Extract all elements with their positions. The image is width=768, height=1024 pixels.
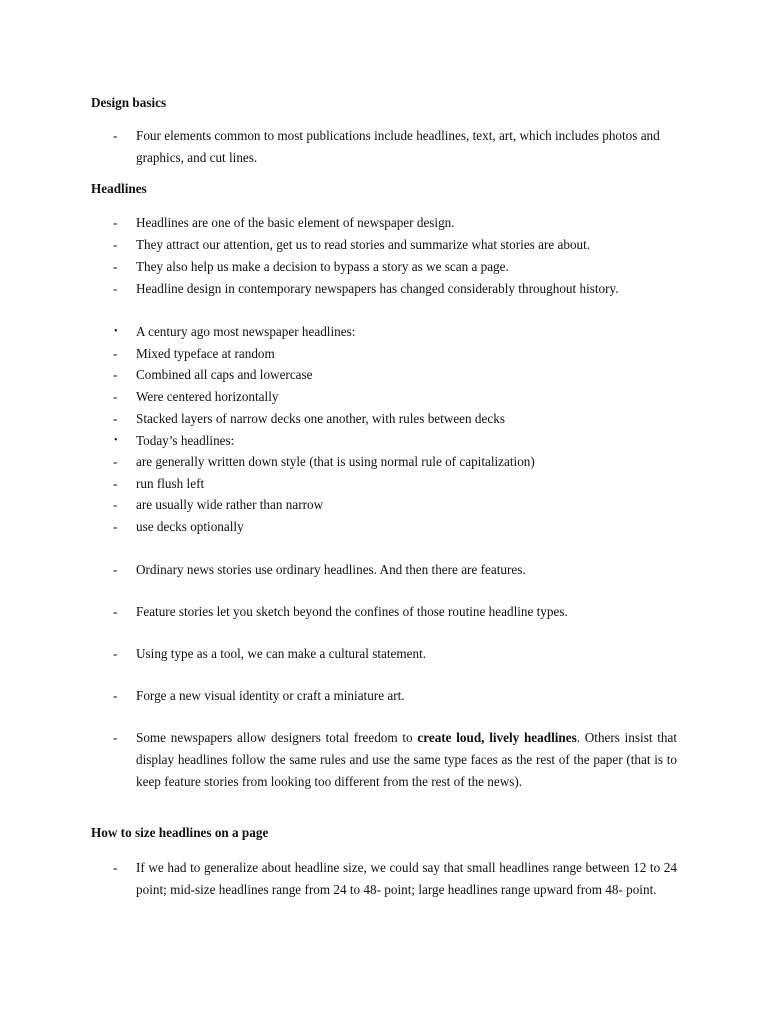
list-item-text: Using type as a tool, we can make a cultural statement. <box>136 646 427 661</box>
dash-marker: - <box>113 688 118 703</box>
list-item-text: Stacked layers of narrow decks one another, with rules between decks <box>136 411 505 426</box>
dash-marker: - <box>113 562 118 577</box>
dash-marker: - <box>113 389 118 404</box>
dash-marker: - <box>113 454 118 469</box>
section-heading-headlines: Headlines <box>91 181 147 196</box>
dash-marker: - <box>113 259 118 274</box>
list-item-text: Ordinary news stories use ordinary headlines. And then there are features. <box>136 562 526 577</box>
text-run: Some newspapers allow designers total freedom to <box>136 730 418 745</box>
dash-marker: - <box>113 128 118 143</box>
list-item-text: Headlines are one of the basic element of newspaper design. <box>136 215 455 230</box>
dash-marker: - <box>113 281 118 296</box>
bullet-marker: • <box>114 326 118 337</box>
list-item-text: If we had to generalize about headline size, we could say that small headlines range between 12 to 24 point; mid-size headlines range from 24 to 48- point; large headlines range upward from 48- point. <box>136 860 677 897</box>
list-item-text: run flush left <box>136 476 205 491</box>
dash-marker: - <box>113 604 118 619</box>
list-item-text: are usually wide rather than narrow <box>136 497 324 512</box>
text-run: . Others insist that display headlines follow the same rules and use the same type faces as the rest of the paper (that is to keep feature stories from looking too different from the rest of the news). <box>136 730 677 789</box>
list-item-text <box>136 727 677 792</box>
list-item-text: A century ago most newspaper headlines: <box>136 324 356 339</box>
dash-marker: - <box>113 411 118 426</box>
list-item-text: Feature stories let you sketch beyond the confines of those routine headline types. <box>136 604 568 619</box>
dash-marker: - <box>113 497 118 512</box>
dash-marker: - <box>113 367 118 382</box>
list-item-text: Headline design in contemporary newspapers has changed considerably throughout history. <box>136 281 619 296</box>
list-item-text: are generally written down style (that is using normal rule of capitalization) <box>136 454 535 469</box>
bold-phrase: create loud, lively headlines <box>417 730 577 745</box>
section-heading-design-basics: Design basics <box>91 95 167 110</box>
dash-marker: - <box>113 730 118 745</box>
list-item-text: Today’s headlines: <box>136 433 235 448</box>
dash-marker: - <box>113 346 118 361</box>
list-item-text: Four elements common to most publications include headlines, text, art, which includes photos and graphics, and cut lines. <box>136 128 660 165</box>
list-item-text: Forge a new visual identity or craft a miniature art. <box>136 688 405 703</box>
list-item-text: Combined all caps and lowercase <box>136 367 313 382</box>
dash-marker: - <box>113 237 118 252</box>
bullet-marker: • <box>114 435 118 446</box>
list-item-text: They also help us make a decision to bypass a story as we scan a page. <box>136 259 509 274</box>
dash-marker: - <box>113 646 118 661</box>
dash-marker: - <box>113 215 118 230</box>
section-heading-sizing: How to size headlines on a page <box>91 825 269 840</box>
dash-marker: - <box>113 860 118 875</box>
dash-marker: - <box>113 476 118 491</box>
dash-marker: - <box>113 519 118 534</box>
list-item-text: They attract our attention, get us to read stories and summarize what stories are about. <box>136 237 591 252</box>
list-item-text: use decks optionally <box>136 519 244 534</box>
list-item-text: Were centered horizontally <box>136 389 279 404</box>
list-item-text: Mixed typeface at random <box>136 346 275 361</box>
